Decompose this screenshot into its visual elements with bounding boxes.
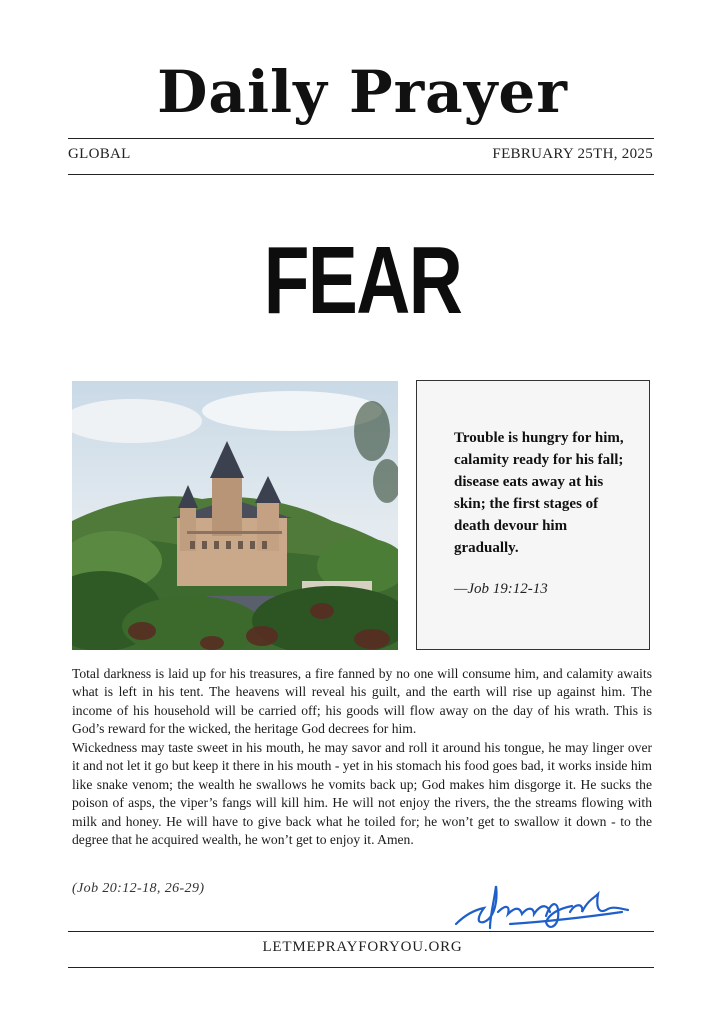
body-paragraph: Total darkness is laid up for his treasures, a fire fanned by no one will consume him, and calamity awaits what is left in his tent. The heavens will reveal his guilt, and the earth will rise up against him. The income of his household will be carried off; his goods will flow away on the day of his wrath. This is God’s reward for the wicked, the heritage God decrees for him.	[72, 666, 652, 737]
header-rule-top	[68, 138, 654, 139]
footer-rule-bottom	[68, 967, 654, 968]
quote-reference: —Job 19:12-13	[454, 581, 548, 597]
date-label: FEBRUARY 25TH, 2025	[492, 146, 653, 162]
quote-box	[416, 380, 650, 650]
masthead-title: Daily Prayer	[157, 58, 568, 126]
castle-photo	[72, 381, 398, 650]
handwritten-signature	[450, 872, 635, 936]
body-paragraph: Wickedness may taste sweet in his mouth, he may savor and roll it around his tongue, he may linger over it and not let it go but keep it there in his mouth - yet in his stomach his food goes bad, it works inside him like snake venom; the wealth he swallows he vomits back up; God makes him disgorge it. He sucks the poison of asps, the viper’s fangs will kill him. He will not enjoy the rivers, the the streams flowing with milk and honey. He will have to give back what he toiled for; he won’t get to swallow it down - to the degree that he acquired wealth, he won’t get to enjoy it. Amen.	[72, 740, 652, 848]
headline: FEAR	[263, 227, 462, 334]
quote-text: Trouble is hungry for him, calamity ready for his fall; disease eats away at his skin; the first stages of death devour him gradually.	[454, 430, 624, 556]
footer-rule-top	[68, 931, 654, 932]
region-label: GLOBAL	[68, 146, 131, 162]
website-link[interactable]: LETMEPRAYFORYOU.ORG	[262, 939, 463, 955]
scripture-citation: (Job 20:12-18, 26-29)	[72, 881, 205, 896]
header-rule-bottom	[68, 174, 654, 175]
